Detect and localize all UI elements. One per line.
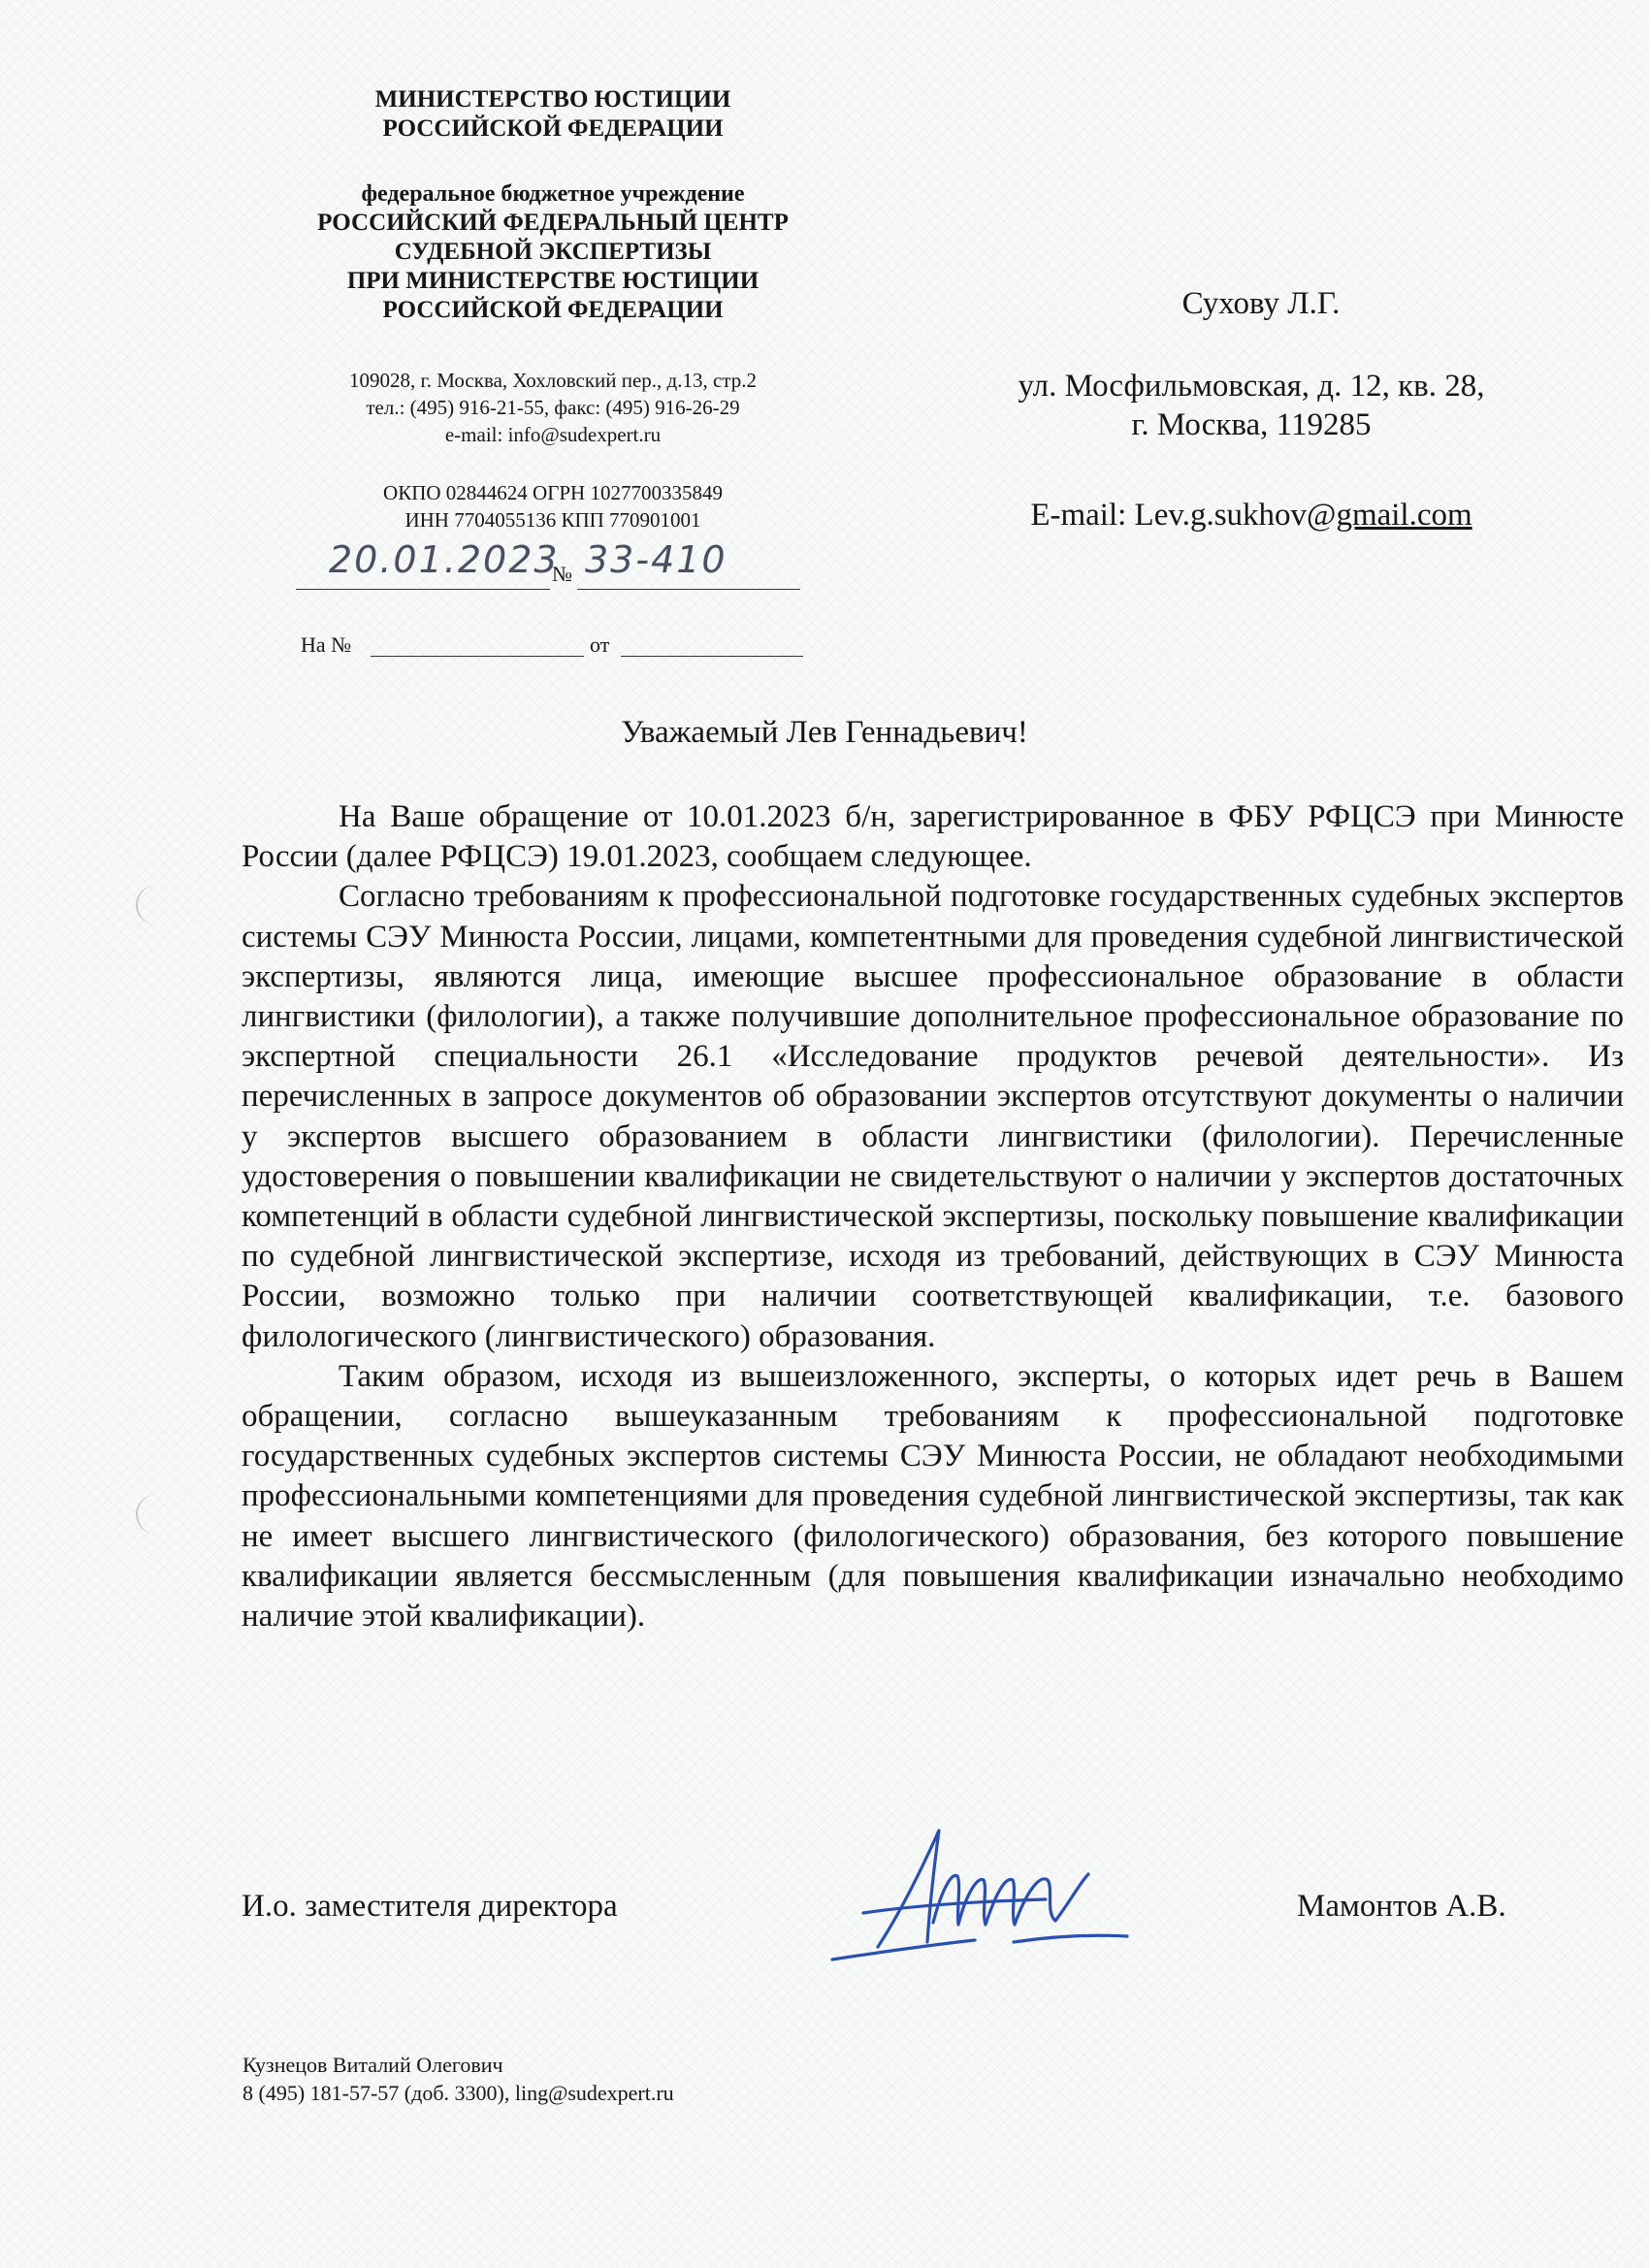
signature-strokes	[832, 1831, 1127, 1960]
org-email: e-mail: info@sudexpert.ru	[444, 423, 662, 446]
addressee-city: г. Москва, 119285	[1131, 407, 1372, 442]
okpo-ogrn: ОКПО 02844624 ОГРН 1027700335849	[383, 481, 723, 504]
org-name-line: РОССИЙСКОЙ ФЕДЕРАЦИИ	[382, 297, 724, 323]
greeting: Уважаемый Лев Геннадьевич!	[621, 715, 1028, 750]
addressee-email-domain: gmail.com	[1336, 498, 1472, 533]
org-contacts	[262, 367, 844, 448]
number-underline	[577, 589, 800, 590]
body-paragraph: Таким образом, исходя из вышеизложенного, эксперты, о которых идет речь в Вашем обращении, согласно вышеуказанным требованиям к профессиональной подготовке государственных судебных экспертов системы СЭУ Минюста России, не обладают необходимыми профессиональными компетенциями для проведения судебной лингвистической экспертизы, так как не имеет высшего лингвистического (филологического) образования, без которого повышение квалификации является бессмысленным (для повышения квалификации изначально необходимо наличие этой квалификации).	[242, 1358, 1624, 1635]
punch-hole-mark	[136, 1494, 178, 1535]
org-registry-ids	[262, 479, 844, 534]
ministry-line: РОССИЙСКОЙ ФЕДЕРАЦИИ	[382, 115, 724, 142]
org-address: 109028, г. Москва, Хохловский пер., д.13, стр.2	[349, 369, 757, 392]
date-underline	[296, 589, 550, 590]
org-name-line: СУДЕБНОЙ ЭКСПЕРТИЗЫ	[394, 239, 712, 265]
org-name-line: РОССИЙСКИЙ ФЕДЕРАЛЬНЫЙ ЦЕНТР	[317, 210, 789, 236]
addressee-name: Сухову Л.Г.	[1181, 286, 1341, 321]
reference-row	[301, 632, 805, 662]
handwritten-number: 33-410	[585, 538, 728, 581]
ref-date-blank	[621, 656, 803, 657]
body-paragraph: На Ваше обращение от 10.01.2023 б/н, зарегистрированное в ФБУ РФЦСЭ при Минюсте России (далее РФЦСЭ) 19.01.2023, сообщаем следующее.	[242, 799, 1624, 875]
punch-hole-mark	[136, 885, 178, 925]
number-sign: №	[552, 562, 572, 586]
addressee-email	[902, 496, 1600, 535]
outgoing-registration	[296, 538, 800, 597]
handwritten-date: 20.01.2023	[329, 538, 560, 581]
org-name	[262, 180, 844, 325]
handwritten-signature	[824, 1816, 1154, 1981]
org-phone-fax: тел.: (495) 916-21-55, факс: (495) 916-26-29	[366, 396, 740, 419]
executor-info	[242, 2051, 674, 2107]
signatory-name: Мамонтов А.В.	[1297, 1889, 1506, 1924]
addressee-address	[902, 367, 1600, 444]
ref-number-blank	[371, 656, 584, 657]
ministry-name	[262, 85, 844, 144]
ministry-line: МИНИСТЕРСТВО ЮСТИЦИИ	[374, 86, 731, 113]
body-paragraph: Согласно требованиям к профессиональной подготовке государственных судебных экспертов системы СЭУ Минюста России, лицами, компетентными для проведения судебной лингвистической экспертизы, являются лица, имеющие высшее профессиональное образование в области лингвистики (филологии), а также получившие дополнительное профессиональное образование по экспертной специальности 26.1 «Исследование продуктов речевой деятельности». Из перечисленных в запросе документов об образовании экспертов отсутствуют документы о наличии у экспертов высшего образованием в области лингвистики (филологии). Перечисленные удостоверения о повышении квалификации не свидетельствуют о наличии у экспертов достаточных компетенций в области судебной лингвистической экспертизы, поскольку повышение квалификации по судебной лингвистической экспертизе, исходя из требований, действующих в СЭУ Минюста России, возможно только при наличии соответствующей квалификации, т.е. базового филологического (лингвистического) образования.	[242, 879, 1624, 1354]
addressee-email-prefix: E-mail: Lev.g.sukhov@	[1030, 498, 1337, 533]
executor-contact: 8 (495) 181-57-57 (доб. 3300), ling@sudexpert.ru	[242, 2081, 674, 2105]
ref-number-label: На №	[301, 632, 352, 657]
org-type: федеральное бюджетное учреждение	[361, 181, 745, 207]
signatory-title: И.о. заместителя директора	[242, 1889, 618, 1924]
executor-name: Кузнецов Виталий Олегович	[242, 2053, 503, 2077]
inn-kpp: ИНН 7704055136 КПП 770901001	[404, 508, 701, 532]
letter-body	[242, 797, 1624, 1636]
org-name-line: ПРИ МИНИСТЕРСТВЕ ЮСТИЦИИ	[346, 268, 760, 294]
ref-date-label: от	[590, 632, 610, 657]
addressee-street: ул. Мосфильмовская, д. 12, кв. 28,	[1018, 369, 1485, 404]
